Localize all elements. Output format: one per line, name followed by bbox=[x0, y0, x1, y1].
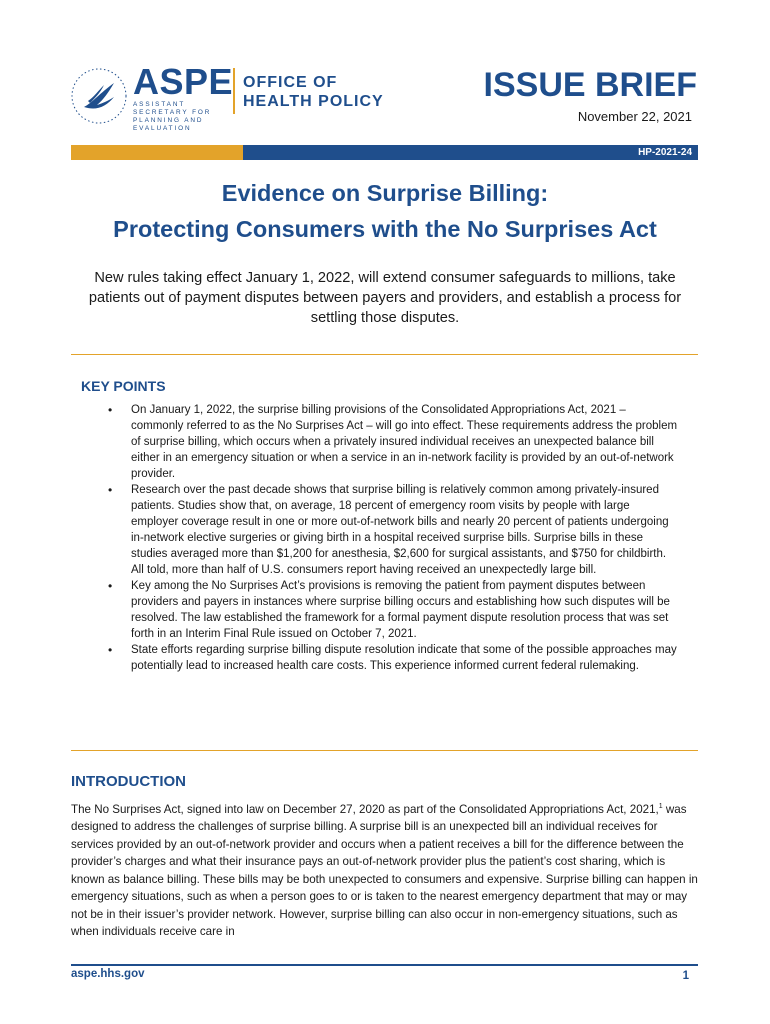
key-point-text: Key among the No Surprises Act’s provisions is removing the patient from payment disputes between providers and payers in instances where surprise billing occurs and establishing how such disputes will be resolved. The law established the framework for a formal payment dispute resolution process that was set forth in an Interim Final Rule issued on October 7, 2021. bbox=[131, 580, 670, 640]
header-band bbox=[71, 145, 698, 160]
footnote-reference[interactable]: 1 bbox=[658, 803, 663, 810]
page-number: 1 bbox=[682, 970, 689, 982]
bullet-icon: • bbox=[108, 483, 113, 497]
hhs-seal-icon bbox=[70, 67, 128, 125]
introduction-heading: INTRODUCTION bbox=[71, 773, 186, 790]
header-band-blue bbox=[243, 145, 698, 160]
office-name bbox=[243, 73, 384, 111]
list-item bbox=[108, 402, 679, 482]
office-name-line2: HEALTH POLICY bbox=[243, 93, 384, 110]
publication-date: November 22, 2021 bbox=[577, 109, 692, 124]
list-item bbox=[108, 578, 679, 642]
title-line1: Evidence on Surprise Billing: bbox=[221, 180, 549, 206]
bullet-icon: • bbox=[108, 579, 113, 593]
list-item bbox=[108, 642, 679, 674]
footer-url-link[interactable]: aspe.hhs.gov bbox=[71, 968, 145, 980]
list-item bbox=[108, 482, 679, 578]
key-point-text: State efforts regarding surprise billing dispute resolution indicate that some of the possible approaches may potentially lead to increased health care costs. This experience informed current federal rulemaking. bbox=[131, 644, 677, 672]
divider-top bbox=[71, 354, 698, 355]
intro-text-rest: was designed to address the challenges of surprise billing. A surprise bill is an unexpected bill an individual receives for services provided by an out-of-network provider and occurs when a patient receives a bill for the difference between the provider’s charges and what their insurance pays an out-of-network provider plus the patient’s cost sharing, which is known as balance billing. These bills may be both unexpected to consumers and expensive. Surprise billing can happen in emergency situations, such as when a person goes to or is taken to the nearest emergency department that may or may not be in their issuer’s provider network. However, surprise billing can also occur in non-emergency situations, such as when individuals receive care in bbox=[71, 802, 698, 939]
aspe-logo-word: ASPE bbox=[133, 61, 234, 102]
logo-divider bbox=[233, 68, 235, 114]
subtitle: New rules taking effect January 1, 2022, will extend consumer safeguards to millions, take patients out of payment disputes between payers and providers, and establish a process for settling those disputes. bbox=[88, 270, 682, 326]
document-type: ISSUE BRIEF bbox=[483, 66, 697, 104]
office-name-line1: OFFICE OF bbox=[243, 74, 338, 91]
key-point-text: Research over the past decade shows that surprise billing is relatively common among privately-insured patients. Studies show that, on average, 18 percent of emergency room visits by people with large employer coverage result in one or more out-of-network bills and nearly 20 percent of patients undergoing in-network elective surgeries or giving birth in a hospital received surprise bills. Surprise bills in these studies averaged more than $1,200 for anesthesia, $2,600 for surgical assistants, and $750 for childbirth. All told, more than half of U.S. consumers report having received an unexpectedly large bill. bbox=[131, 484, 669, 576]
title-line2: Protecting Consumers with the No Surprises Act bbox=[113, 216, 657, 242]
header-band-gold bbox=[71, 145, 243, 160]
report-code: HP-2021-24 bbox=[638, 147, 692, 158]
introduction-paragraph bbox=[71, 798, 699, 941]
divider-bottom bbox=[71, 750, 698, 751]
key-points-list bbox=[108, 402, 679, 674]
page-title bbox=[0, 175, 770, 247]
key-point-text: On January 1, 2022, the surprise billing provisions of the Consolidated Appropriations Act, 2021 – commonly referred to as the No Surprises Act – will go into effect. These requirements address the problem of surprise billing, which occurs when a privately insured individual receives an unexpected balance bill either in an emergency situation or when a service in an in-network facility is provided by an out-of-network provider. bbox=[131, 404, 678, 480]
bullet-icon: • bbox=[108, 643, 113, 657]
footer-rule bbox=[71, 964, 698, 966]
key-points-heading: KEY POINTS bbox=[81, 378, 166, 394]
bullet-icon: • bbox=[108, 403, 113, 417]
intro-text-start: The No Surprises Act, signed into law on December 27, 2020 as part of the Consolidated Appropriations Act, 2021, bbox=[71, 802, 659, 816]
aspe-logo-subtitle: ASSISTANT SECRETARY FOR PLANNING AND EVALUATION bbox=[133, 101, 212, 132]
